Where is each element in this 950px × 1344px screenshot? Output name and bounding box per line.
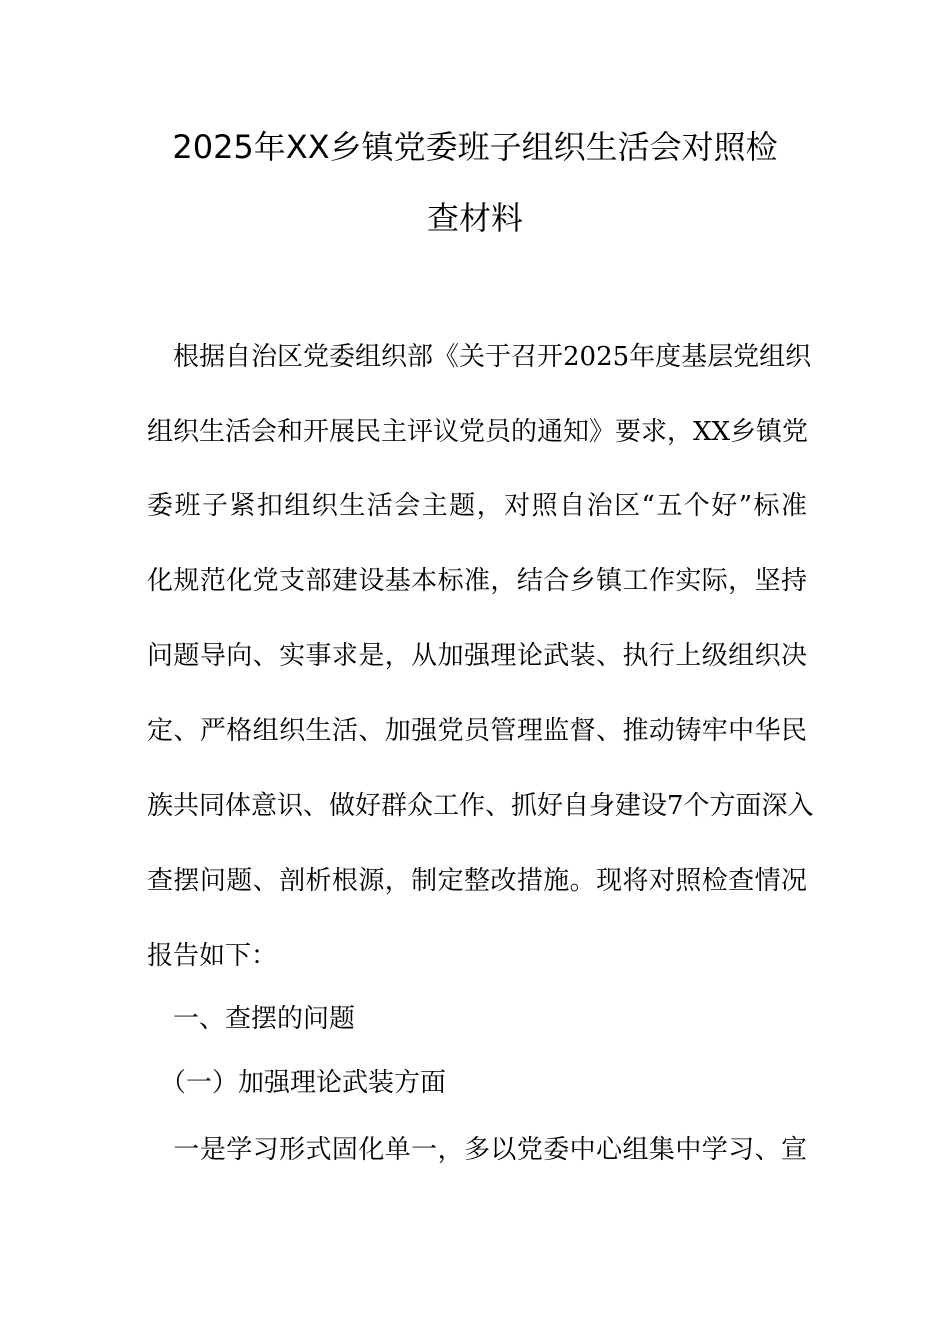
intro-line: 族共同体意识、做好群众工作、抓好自身建设7个方面深入 [147,791,814,821]
intro-line: 报告如下： [147,941,278,971]
intro-line: 组织生活会和开展民主评议党员的通知》要求，XX乡镇党 [147,417,809,447]
intro-line: 问题导向、实事求是，从加强理论武装、执行上级组织决 [147,641,807,671]
paragraph-line: 一是学习形式固化单一，多以党委中心组集中学习、宣 [147,1135,807,1165]
intro-line: 定、严格组织生活、加强党员管理监督、推动铸牢中华民 [147,716,807,746]
section-heading: 一、查摆的问题 [147,1004,356,1034]
intro-line: 查摆问题、剖析根源，制定整改措施。现将对照检查情况 [147,866,807,896]
intro-line: 根据自治区党委组织部《关于召开2025年度基层党组织 [147,342,812,372]
title-line-2: 查材料 [426,199,523,237]
intro-line: 化规范化党支部建设基本标准，结合乡镇工作实际，坚持 [147,566,807,596]
intro-line: 委班子紧扣组织生活会主题，对照自治区“五个好”标准 [147,491,807,521]
title-line-1: 2025年XX乡镇党委班子组织生活会对照检 [172,128,778,166]
subsection-heading: （一）加强理论武装方面 [147,1068,447,1098]
